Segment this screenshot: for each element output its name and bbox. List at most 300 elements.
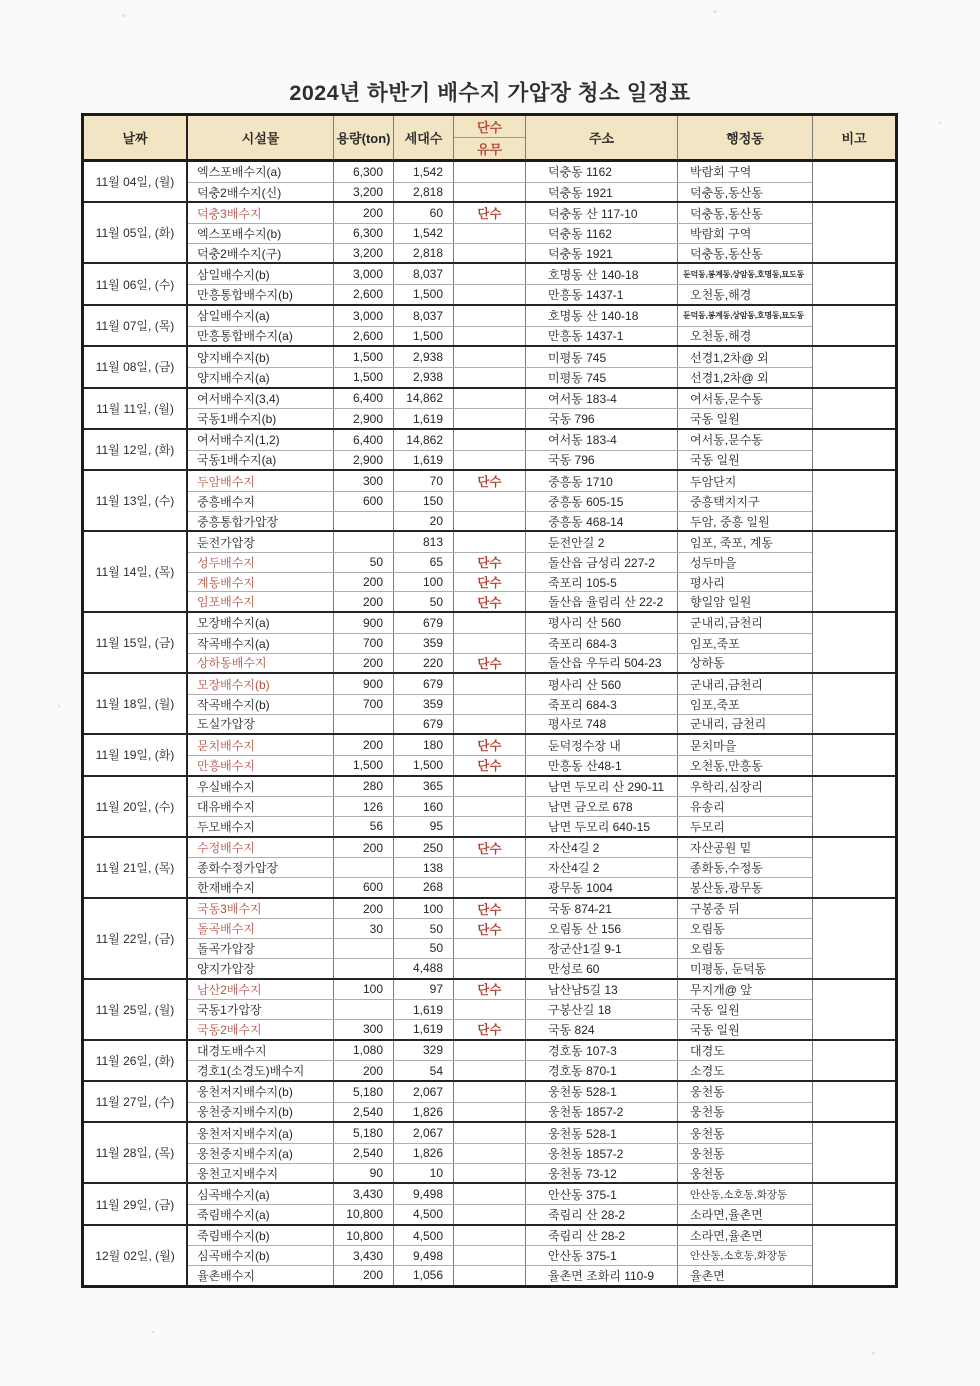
table-row bbox=[188, 162, 812, 182]
table-row bbox=[188, 694, 812, 714]
facility-cell: 죽림배수지(a) bbox=[188, 1205, 334, 1224]
cutoff-cell bbox=[454, 959, 526, 978]
facility-cell: 덕충2배수지(신) bbox=[188, 183, 334, 202]
facility-cell: 임포배수지 bbox=[188, 592, 334, 611]
group-rows bbox=[188, 735, 812, 774]
admin-dong-cell: 미평동, 둔덕동 bbox=[690, 961, 767, 976]
households-cell: 10 bbox=[394, 1164, 454, 1183]
address-cell: 호명동 산 140-18 bbox=[526, 264, 678, 284]
cutoff-cell: 단수 bbox=[454, 654, 526, 673]
facility-cell: 웅천저지배수지(b) bbox=[188, 1082, 334, 1102]
households-cell: 1,542 bbox=[394, 162, 454, 182]
facility-cell: 두암배수지 bbox=[188, 471, 334, 491]
capacity-cell: 200 bbox=[334, 654, 394, 673]
cutoff-cell bbox=[454, 1226, 526, 1246]
capacity-cell: 3,000 bbox=[334, 306, 394, 326]
table-row bbox=[188, 1082, 812, 1102]
facility-cell: 양지배수지(a) bbox=[188, 368, 334, 387]
capacity-cell: 2,540 bbox=[334, 1144, 394, 1163]
address-cell: 평사리 산 560 bbox=[526, 613, 678, 633]
households-cell: 50 bbox=[394, 592, 454, 611]
table-row bbox=[188, 1143, 812, 1163]
cutoff-cell: 단수 bbox=[454, 838, 526, 858]
capacity-cell: 3,430 bbox=[334, 1246, 394, 1265]
households-cell: 9,498 bbox=[394, 1246, 454, 1265]
households-cell: 1,500 bbox=[394, 327, 454, 346]
admin-dong-cell: 안산동,소호동,화장동 bbox=[690, 1188, 788, 1201]
address-cell: 웅천동 1857-2 bbox=[526, 1144, 678, 1163]
cutoff-cell bbox=[454, 797, 526, 816]
table-body bbox=[84, 162, 895, 1285]
admin-dong-cell: 종화동,수정동 bbox=[690, 861, 763, 876]
date-group bbox=[84, 775, 895, 836]
facility-cell: 심곡배수지(a) bbox=[188, 1184, 334, 1204]
facility-cell: 대유배수지 bbox=[188, 797, 334, 816]
table-row bbox=[188, 613, 812, 633]
table-row bbox=[188, 1265, 812, 1285]
households-cell: 97 bbox=[394, 980, 454, 1000]
capacity-cell bbox=[334, 512, 394, 531]
capacity-cell: 30 bbox=[334, 919, 394, 938]
facility-cell: 한재배수지 bbox=[188, 878, 334, 897]
facility-cell: 양지배수지(b) bbox=[188, 347, 334, 367]
address-cell: 평사리 산 560 bbox=[526, 674, 678, 694]
households-cell: 8,037 bbox=[394, 264, 454, 284]
address-cell: 남면 두모리 산 290-11 bbox=[526, 777, 678, 797]
capacity-cell: 300 bbox=[334, 1020, 394, 1039]
capacity-cell: 600 bbox=[334, 492, 394, 511]
facility-cell: 국동1배수지(b) bbox=[188, 409, 334, 428]
facility-cell: 엑스포배수지(b) bbox=[188, 224, 334, 243]
admin-dong-cell: 웅천동 bbox=[690, 1146, 725, 1161]
capacity-cell: 10,800 bbox=[334, 1226, 394, 1246]
capacity-cell: 2,600 bbox=[334, 327, 394, 346]
facility-cell: 여서배수지(3,4) bbox=[188, 389, 334, 409]
date-group bbox=[84, 469, 895, 530]
capacity-cell bbox=[334, 939, 394, 958]
address-cell: 여서동 183-4 bbox=[526, 389, 678, 409]
admin-dong-cell: 둔덕동,봉계동,상암동,호명동,묘도동 bbox=[683, 269, 805, 279]
capacity-cell: 50 bbox=[334, 553, 394, 572]
date-cell: 11월 22일, (금) bbox=[84, 899, 188, 978]
address-cell: 돌산읍 금성리 227-2 bbox=[526, 553, 678, 572]
date-cell: 11월 05일, (화) bbox=[84, 203, 188, 262]
table-row bbox=[188, 243, 812, 263]
cutoff-cell bbox=[454, 777, 526, 797]
facility-cell: 돌곡가압장 bbox=[188, 939, 334, 958]
capacity-cell bbox=[334, 1000, 394, 1019]
note-cell bbox=[812, 306, 895, 345]
date-cell: 11월 04일, (월) bbox=[84, 162, 188, 201]
households-cell: 65 bbox=[394, 553, 454, 572]
date-group bbox=[84, 387, 895, 428]
note-cell bbox=[812, 1041, 895, 1080]
address-cell: 만흥동 1437-1 bbox=[526, 285, 678, 304]
note-cell bbox=[812, 162, 895, 201]
date-cell: 12월 02일, (월) bbox=[84, 1226, 188, 1285]
capacity-cell: 200 bbox=[334, 899, 394, 919]
facility-cell: 엑스포배수지(a) bbox=[188, 162, 334, 182]
households-cell: 2,818 bbox=[394, 183, 454, 202]
admin-dong-cell: 오천동,만흥동 bbox=[690, 758, 763, 773]
group-rows bbox=[188, 1041, 812, 1080]
admin-dong-cell: 선경1,2차@ 외 bbox=[690, 350, 769, 365]
households-cell: 180 bbox=[394, 735, 454, 755]
admin-dong-cell: 향일암 일원 bbox=[690, 595, 752, 610]
facility-cell: 모장배수지(b) bbox=[188, 674, 334, 694]
address-cell: 평사로 748 bbox=[526, 715, 678, 734]
households-cell: 2,938 bbox=[394, 368, 454, 387]
table-row bbox=[188, 389, 812, 409]
facility-cell: 율촌배수지 bbox=[188, 1266, 334, 1285]
admin-dong-cell: 여서동,문수동 bbox=[690, 391, 763, 406]
note-cell bbox=[812, 735, 895, 774]
table-row bbox=[188, 633, 812, 653]
households-cell: 4,488 bbox=[394, 959, 454, 978]
admin-dong-cell: 임포,죽포 bbox=[690, 697, 740, 712]
date-cell: 11월 29일, (금) bbox=[84, 1184, 188, 1223]
admin-dong-cell: 군내리,금천리 bbox=[690, 616, 763, 631]
households-cell: 1,500 bbox=[394, 756, 454, 775]
facility-cell: 종화수정가압장 bbox=[188, 858, 334, 877]
group-rows bbox=[188, 162, 812, 201]
cutoff-cell: 단수 bbox=[454, 919, 526, 938]
scan-speck bbox=[713, 10, 717, 13]
capacity-cell: 200 bbox=[334, 573, 394, 592]
admin-dong-cell: 구봉중 뒤 bbox=[690, 902, 740, 917]
households-cell: 679 bbox=[394, 674, 454, 694]
table-row bbox=[188, 532, 812, 552]
table-row bbox=[188, 182, 812, 202]
facility-cell: 웅천고지배수지 bbox=[188, 1164, 334, 1183]
table-row bbox=[188, 591, 812, 611]
cutoff-cell bbox=[454, 1061, 526, 1080]
admin-dong-cell: 평사리 bbox=[690, 575, 725, 590]
address-cell: 웅천동 528-1 bbox=[526, 1123, 678, 1143]
admin-dong-cell: 군내리, 금천리 bbox=[690, 717, 767, 732]
cutoff-cell bbox=[454, 1164, 526, 1183]
address-cell: 안산동 375-1 bbox=[526, 1246, 678, 1265]
capacity-cell: 900 bbox=[334, 674, 394, 694]
date-group bbox=[84, 897, 895, 978]
group-rows bbox=[188, 389, 812, 428]
cutoff-cell bbox=[454, 674, 526, 694]
households-cell: 365 bbox=[394, 777, 454, 797]
address-cell: 남면 금오로 678 bbox=[526, 797, 678, 816]
facility-cell: 죽림배수지(b) bbox=[188, 1226, 334, 1246]
table-row bbox=[188, 347, 812, 367]
date-cell: 11월 06일, (수) bbox=[84, 264, 188, 303]
cutoff-cell bbox=[454, 368, 526, 387]
cutoff-cell bbox=[454, 1266, 526, 1285]
households-cell: 2,818 bbox=[394, 244, 454, 263]
date-cell: 11월 21일, (목) bbox=[84, 838, 188, 897]
table-row bbox=[188, 408, 812, 428]
date-cell: 11월 13일, (수) bbox=[84, 471, 188, 530]
cutoff-cell bbox=[454, 492, 526, 511]
facility-cell: 만흥배수지 bbox=[188, 756, 334, 775]
capacity-cell: 3,000 bbox=[334, 264, 394, 284]
capacity-cell: 5,180 bbox=[334, 1082, 394, 1102]
facility-cell: 심곡배수지(b) bbox=[188, 1246, 334, 1265]
admin-dong-cell: 둔덕동,봉계동,상암동,호명동,묘도동 bbox=[683, 311, 805, 321]
address-cell: 남면 두모리 640-15 bbox=[526, 817, 678, 836]
note-cell bbox=[812, 980, 895, 1039]
facility-cell: 돌곡배수지 bbox=[188, 919, 334, 938]
capacity-cell: 3,200 bbox=[334, 183, 394, 202]
households-cell: 1,619 bbox=[394, 409, 454, 428]
header-households: 세대수 bbox=[394, 116, 454, 159]
households-cell: 4,500 bbox=[394, 1226, 454, 1246]
address-cell: 경호동 870-1 bbox=[526, 1061, 678, 1080]
date-cell: 11월 07일, (목) bbox=[84, 306, 188, 345]
facility-cell: 국동3배수지 bbox=[188, 899, 334, 919]
note-cell bbox=[812, 777, 895, 836]
note-cell bbox=[812, 1123, 895, 1182]
address-cell: 미평동 745 bbox=[526, 347, 678, 367]
admin-dong-cell: 안산동,소호동,화장동 bbox=[690, 1250, 788, 1263]
table-row bbox=[188, 1060, 812, 1080]
facility-cell: 경호1(소경도)배수지 bbox=[188, 1061, 334, 1080]
capacity-cell: 6,400 bbox=[334, 389, 394, 409]
cutoff-cell: 단수 bbox=[454, 471, 526, 491]
cutoff-cell bbox=[454, 613, 526, 633]
group-rows bbox=[188, 1184, 812, 1223]
cutoff-cell bbox=[454, 327, 526, 346]
table-header-row bbox=[84, 116, 895, 162]
capacity-cell: 200 bbox=[334, 1266, 394, 1285]
table-row bbox=[188, 877, 812, 897]
capacity-cell: 1,500 bbox=[334, 347, 394, 367]
cutoff-cell bbox=[454, 858, 526, 877]
address-cell: 율촌면 조화리 110-9 bbox=[526, 1266, 678, 1285]
table-row bbox=[188, 1019, 812, 1039]
households-cell: 4,500 bbox=[394, 1205, 454, 1224]
address-cell: 돌산읍 율림리 산 22-2 bbox=[526, 592, 678, 611]
address-cell: 국동 824 bbox=[526, 1020, 678, 1039]
cutoff-cell bbox=[454, 1246, 526, 1265]
group-rows bbox=[188, 347, 812, 386]
cutoff-cell: 단수 bbox=[454, 756, 526, 775]
admin-dong-cell: 우학리,심장리 bbox=[690, 779, 763, 794]
table-row bbox=[188, 223, 812, 243]
admin-dong-cell: 무지개@ 앞 bbox=[690, 982, 752, 997]
cutoff-cell: 단수 bbox=[454, 203, 526, 223]
cutoff-cell: 단수 bbox=[454, 980, 526, 1000]
households-cell: 95 bbox=[394, 817, 454, 836]
admin-dong-cell: 여서동,문수동 bbox=[690, 433, 763, 448]
table-row bbox=[188, 1245, 812, 1265]
admin-dong-cell: 선경1,2차@ 외 bbox=[690, 370, 769, 385]
admin-dong-cell: 두암단지 bbox=[690, 474, 737, 489]
cutoff-cell bbox=[454, 1041, 526, 1061]
admin-dong-cell: 웅천동 bbox=[690, 1166, 725, 1181]
facility-cell: 국동2배수지 bbox=[188, 1020, 334, 1039]
admin-dong-cell: 소라면,율촌면 bbox=[690, 1207, 763, 1222]
households-cell: 1,826 bbox=[394, 1144, 454, 1163]
group-rows bbox=[188, 306, 812, 345]
facility-cell: 덕충2배수지(구) bbox=[188, 244, 334, 263]
cutoff-cell bbox=[454, 389, 526, 409]
households-cell: 1,500 bbox=[394, 285, 454, 304]
households-cell: 160 bbox=[394, 797, 454, 816]
facility-cell: 성두배수지 bbox=[188, 553, 334, 572]
cutoff-cell bbox=[454, 162, 526, 182]
date-group bbox=[84, 611, 895, 672]
capacity-cell: 280 bbox=[334, 777, 394, 797]
note-cell bbox=[812, 613, 895, 672]
facility-cell: 덕충3배수지 bbox=[188, 203, 334, 223]
date-group bbox=[84, 836, 895, 897]
address-cell: 덕충동 1162 bbox=[526, 162, 678, 182]
admin-dong-cell: 문치마을 bbox=[690, 738, 737, 753]
admin-dong-cell: 웅천동 bbox=[690, 1085, 725, 1100]
admin-dong-cell: 소경도 bbox=[690, 1064, 725, 1079]
note-cell bbox=[812, 471, 895, 530]
capacity-cell bbox=[334, 715, 394, 734]
admin-dong-cell: 오천동,해경 bbox=[690, 287, 752, 302]
date-group bbox=[84, 1080, 895, 1121]
facility-cell: 상하동배수지 bbox=[188, 654, 334, 673]
households-cell: 2,067 bbox=[394, 1082, 454, 1102]
cutoff-cell bbox=[454, 1103, 526, 1122]
table-row bbox=[188, 899, 812, 919]
date-group bbox=[84, 1224, 895, 1285]
households-cell: 2,938 bbox=[394, 347, 454, 367]
address-cell: 중흥동 468-14 bbox=[526, 512, 678, 531]
cutoff-cell: 단수 bbox=[454, 899, 526, 919]
address-cell: 덕충동 1921 bbox=[526, 183, 678, 202]
header-cutoff-line2: 유무 bbox=[476, 142, 503, 157]
cutoff-cell: 단수 bbox=[454, 573, 526, 592]
capacity-cell: 5,180 bbox=[334, 1123, 394, 1143]
date-group bbox=[84, 262, 895, 303]
address-cell: 광무동 1004 bbox=[526, 878, 678, 897]
date-cell: 11월 18일, (월) bbox=[84, 674, 188, 733]
date-group bbox=[84, 530, 895, 611]
note-cell bbox=[812, 838, 895, 897]
capacity-cell: 10,800 bbox=[334, 1205, 394, 1224]
facility-cell: 모장배수지(a) bbox=[188, 613, 334, 633]
date-group bbox=[84, 345, 895, 386]
address-cell: 자산4길 2 bbox=[526, 838, 678, 858]
facility-cell: 남산2배수지 bbox=[188, 980, 334, 1000]
table-row bbox=[188, 264, 812, 284]
cutoff-cell bbox=[454, 1144, 526, 1163]
households-cell: 50 bbox=[394, 939, 454, 958]
scan-speck bbox=[939, 122, 942, 124]
date-group bbox=[84, 428, 895, 469]
admin-dong-cell: 봉산동,광무동 bbox=[690, 880, 763, 895]
group-rows bbox=[188, 1123, 812, 1182]
capacity-cell: 100 bbox=[334, 980, 394, 1000]
admin-dong-cell: 대경도 bbox=[690, 1043, 725, 1058]
note-cell bbox=[812, 264, 895, 303]
table-row bbox=[188, 1102, 812, 1122]
households-cell: 2,067 bbox=[394, 1123, 454, 1143]
cutoff-cell bbox=[454, 285, 526, 304]
table-row bbox=[188, 471, 812, 491]
cutoff-cell bbox=[454, 451, 526, 470]
cutoff-cell bbox=[454, 878, 526, 897]
table-row bbox=[188, 572, 812, 592]
date-cell: 11월 20일, (수) bbox=[84, 777, 188, 836]
table-row bbox=[188, 958, 812, 978]
households-cell: 1,056 bbox=[394, 1266, 454, 1285]
table-row bbox=[188, 838, 812, 858]
households-cell: 1,619 bbox=[394, 451, 454, 470]
table-row bbox=[188, 980, 812, 1000]
table-row bbox=[188, 430, 812, 450]
group-rows bbox=[188, 674, 812, 733]
table-row bbox=[188, 1204, 812, 1224]
admin-dong-cell: 박람회 구역 bbox=[690, 165, 752, 180]
address-cell: 웅천동 1857-2 bbox=[526, 1103, 678, 1122]
header-address: 주소 bbox=[526, 116, 678, 159]
address-cell: 만흥동 산48-1 bbox=[526, 756, 678, 775]
capacity-cell: 900 bbox=[334, 613, 394, 633]
admin-dong-cell: 율촌면 bbox=[690, 1268, 725, 1283]
capacity-cell: 6,300 bbox=[334, 162, 394, 182]
admin-dong-cell: 박람회 구역 bbox=[690, 226, 752, 241]
households-cell: 138 bbox=[394, 858, 454, 877]
header-date: 날짜 bbox=[84, 116, 188, 159]
scan-speck bbox=[58, 705, 60, 708]
capacity-cell: 200 bbox=[334, 735, 394, 755]
facility-cell: 중흥배수지 bbox=[188, 492, 334, 511]
facility-cell: 만흥통합배수지(b) bbox=[188, 285, 334, 304]
households-cell: 14,862 bbox=[394, 430, 454, 450]
facility-cell: 문치배수지 bbox=[188, 735, 334, 755]
date-cell: 11월 27일, (수) bbox=[84, 1082, 188, 1121]
group-rows bbox=[188, 264, 812, 303]
capacity-cell: 600 bbox=[334, 878, 394, 897]
facility-cell: 웅천중지배수지(a) bbox=[188, 1144, 334, 1163]
table-row bbox=[188, 1123, 812, 1143]
date-group bbox=[84, 733, 895, 774]
group-rows bbox=[188, 613, 812, 672]
cutoff-cell bbox=[454, 347, 526, 367]
capacity-cell: 300 bbox=[334, 471, 394, 491]
date-cell: 11월 26일, (화) bbox=[84, 1041, 188, 1080]
table-row bbox=[188, 653, 812, 673]
capacity-cell: 1,500 bbox=[334, 756, 394, 775]
facility-cell: 웅천중지배수지(b) bbox=[188, 1103, 334, 1122]
date-cell: 11월 19일, (화) bbox=[84, 735, 188, 774]
facility-cell: 여서배수지(1,2) bbox=[188, 430, 334, 450]
note-cell bbox=[812, 347, 895, 386]
address-cell: 중흥동 1710 bbox=[526, 471, 678, 491]
capacity-cell: 3,200 bbox=[334, 244, 394, 263]
households-cell: 1,619 bbox=[394, 1020, 454, 1039]
facility-cell: 대경도배수지 bbox=[188, 1041, 334, 1061]
cutoff-cell bbox=[454, 264, 526, 284]
address-cell: 웅천동 73-12 bbox=[526, 1164, 678, 1183]
capacity-cell: 200 bbox=[334, 838, 394, 858]
facility-cell: 수정배수지 bbox=[188, 838, 334, 858]
cutoff-cell bbox=[454, 1205, 526, 1224]
facility-cell: 도실가압장 bbox=[188, 715, 334, 734]
page-title: 2024년 하반기 배수지 가압장 청소 일정표 bbox=[289, 81, 691, 105]
households-cell: 8,037 bbox=[394, 306, 454, 326]
capacity-cell: 1,080 bbox=[334, 1041, 394, 1061]
capacity-cell: 2,900 bbox=[334, 409, 394, 428]
admin-dong-cell: 덕충동,동산동 bbox=[690, 206, 763, 221]
date-cell: 11월 15일, (금) bbox=[84, 613, 188, 672]
facility-cell: 삼일배수지(b) bbox=[188, 264, 334, 284]
address-cell: 여서동 183-4 bbox=[526, 430, 678, 450]
capacity-cell: 56 bbox=[334, 817, 394, 836]
